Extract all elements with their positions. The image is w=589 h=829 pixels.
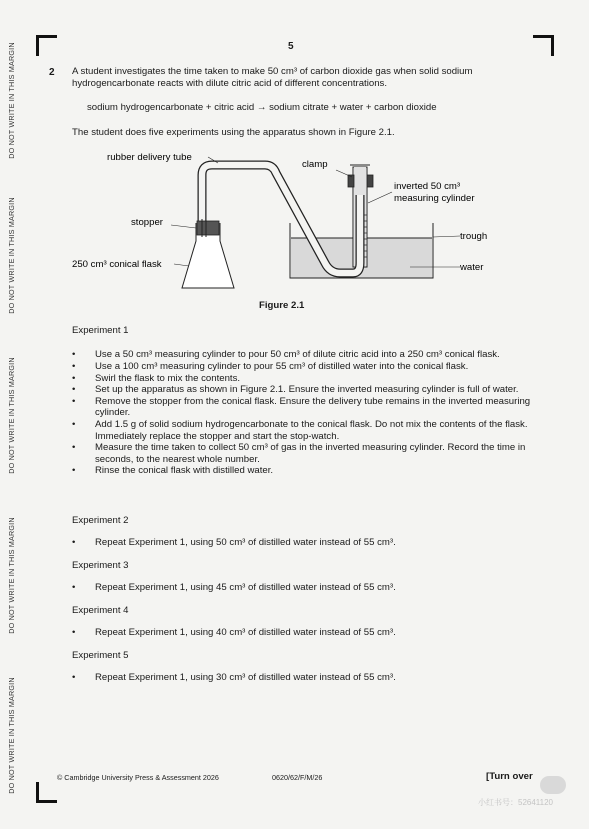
label-flask: 250 cm³ conical flask: [72, 259, 162, 270]
experiment-4-heading: Experiment 4: [72, 605, 129, 616]
question-number: 2: [49, 67, 55, 78]
margin-warning: DO NOT WRITE IN THIS MARGIN: [6, 196, 16, 314]
experiment-3-heading: Experiment 3: [72, 560, 129, 571]
experiment-1-steps: [72, 349, 542, 477]
stopper: [197, 221, 219, 235]
list-item: • Repeat Experiment 1, using 50 cm³ of distilled water instead of 55 cm³.: [72, 537, 542, 548]
list-item: • Repeat Experiment 1, using 40 cm³ of distilled water instead of 55 cm³.: [72, 627, 542, 638]
experiment-1-heading: Experiment 1: [72, 325, 129, 336]
watermark-logo-icon: [540, 776, 566, 794]
intro-text: The student does five experiments using the apparatus shown in Figure 2.1.: [72, 127, 395, 138]
label-trough: trough: [460, 231, 488, 242]
margin-warning: DO NOT WRITE IN THIS MARGIN: [6, 676, 16, 794]
watermark-text: 小红书号：52641120: [478, 798, 553, 807]
margin-warning: DO NOT WRITE IN THIS MARGIN: [6, 516, 16, 634]
turn-over-label: [Turn over: [486, 771, 533, 782]
experiment-5-heading: Experiment 5: [72, 650, 129, 661]
page-number: 5: [288, 41, 294, 52]
list-item: • Remove the stopper from the conical flask. Ensure the delivery tube remains in the inverted measuring cylinder.: [72, 396, 542, 419]
corner-mark: [533, 35, 554, 56]
question-stem: A student investigates the time taken to make 50 cm³ of carbon dioxide gas when solid sodium hydrogencarbonate reacts with dilute citric acid of different concentrations.: [72, 66, 473, 89]
list-item: • Set up the apparatus as shown in Figure 2.1. Ensure the inverted measuring cylinder is full of water.: [72, 384, 542, 395]
list-item: • Measure the time taken to collect 50 cm³ of gas in the inverted measuring cylinder. Record the time in seconds, to the nearest whole number.: [72, 442, 542, 465]
label-cylinder-2: measuring cylinder: [394, 193, 475, 204]
label-delivery-tube: rubber delivery tube: [107, 152, 192, 163]
margin-warning: DO NOT WRITE IN THIS MARGIN: [6, 356, 16, 474]
word-equation: sodium hydrogencarbonate + citric acid → sodium citrate + water + carbon dioxide: [87, 102, 437, 113]
label-stopper: stopper: [131, 217, 163, 228]
corner-mark: [36, 782, 57, 803]
figure-caption: Figure 2.1: [259, 300, 305, 311]
list-item: • Repeat Experiment 1, using 30 cm³ of distilled water instead of 55 cm³.: [72, 672, 542, 683]
margin-warning: DO NOT WRITE IN THIS MARGIN: [6, 41, 16, 159]
apparatus-diagram: [60, 145, 530, 305]
list-item: • Swirl the flask to mix the contents.: [72, 373, 542, 384]
label-water: water: [460, 262, 484, 273]
footer-copyright: © Cambridge University Press & Assessment 2026: [57, 773, 219, 782]
list-item: • Rinse the conical flask with distilled water.: [72, 465, 542, 476]
list-item: • Add 1.5 g of solid sodium hydrogencarbonate to the conical flask. Do not mix the contents of the flask. Immediately replace the stopper and start the stop-watch.: [72, 419, 542, 442]
experiment-2-heading: Experiment 2: [72, 515, 129, 526]
list-item: • Use a 50 cm³ measuring cylinder to pour 50 cm³ of dilute citric acid into a 250 cm³ conical flask.: [72, 349, 542, 360]
label-cylinder-1: inverted 50 cm³: [394, 181, 461, 192]
footer-paper-code: 0620/62/F/M/26: [272, 773, 323, 782]
list-item: • Use a 100 cm³ measuring cylinder to pour 55 cm³ of distilled water into the conical flask.: [72, 361, 542, 372]
corner-mark: [36, 35, 57, 56]
label-clamp: clamp: [302, 159, 328, 170]
list-item: • Repeat Experiment 1, using 45 cm³ of distilled water instead of 55 cm³.: [72, 582, 542, 593]
